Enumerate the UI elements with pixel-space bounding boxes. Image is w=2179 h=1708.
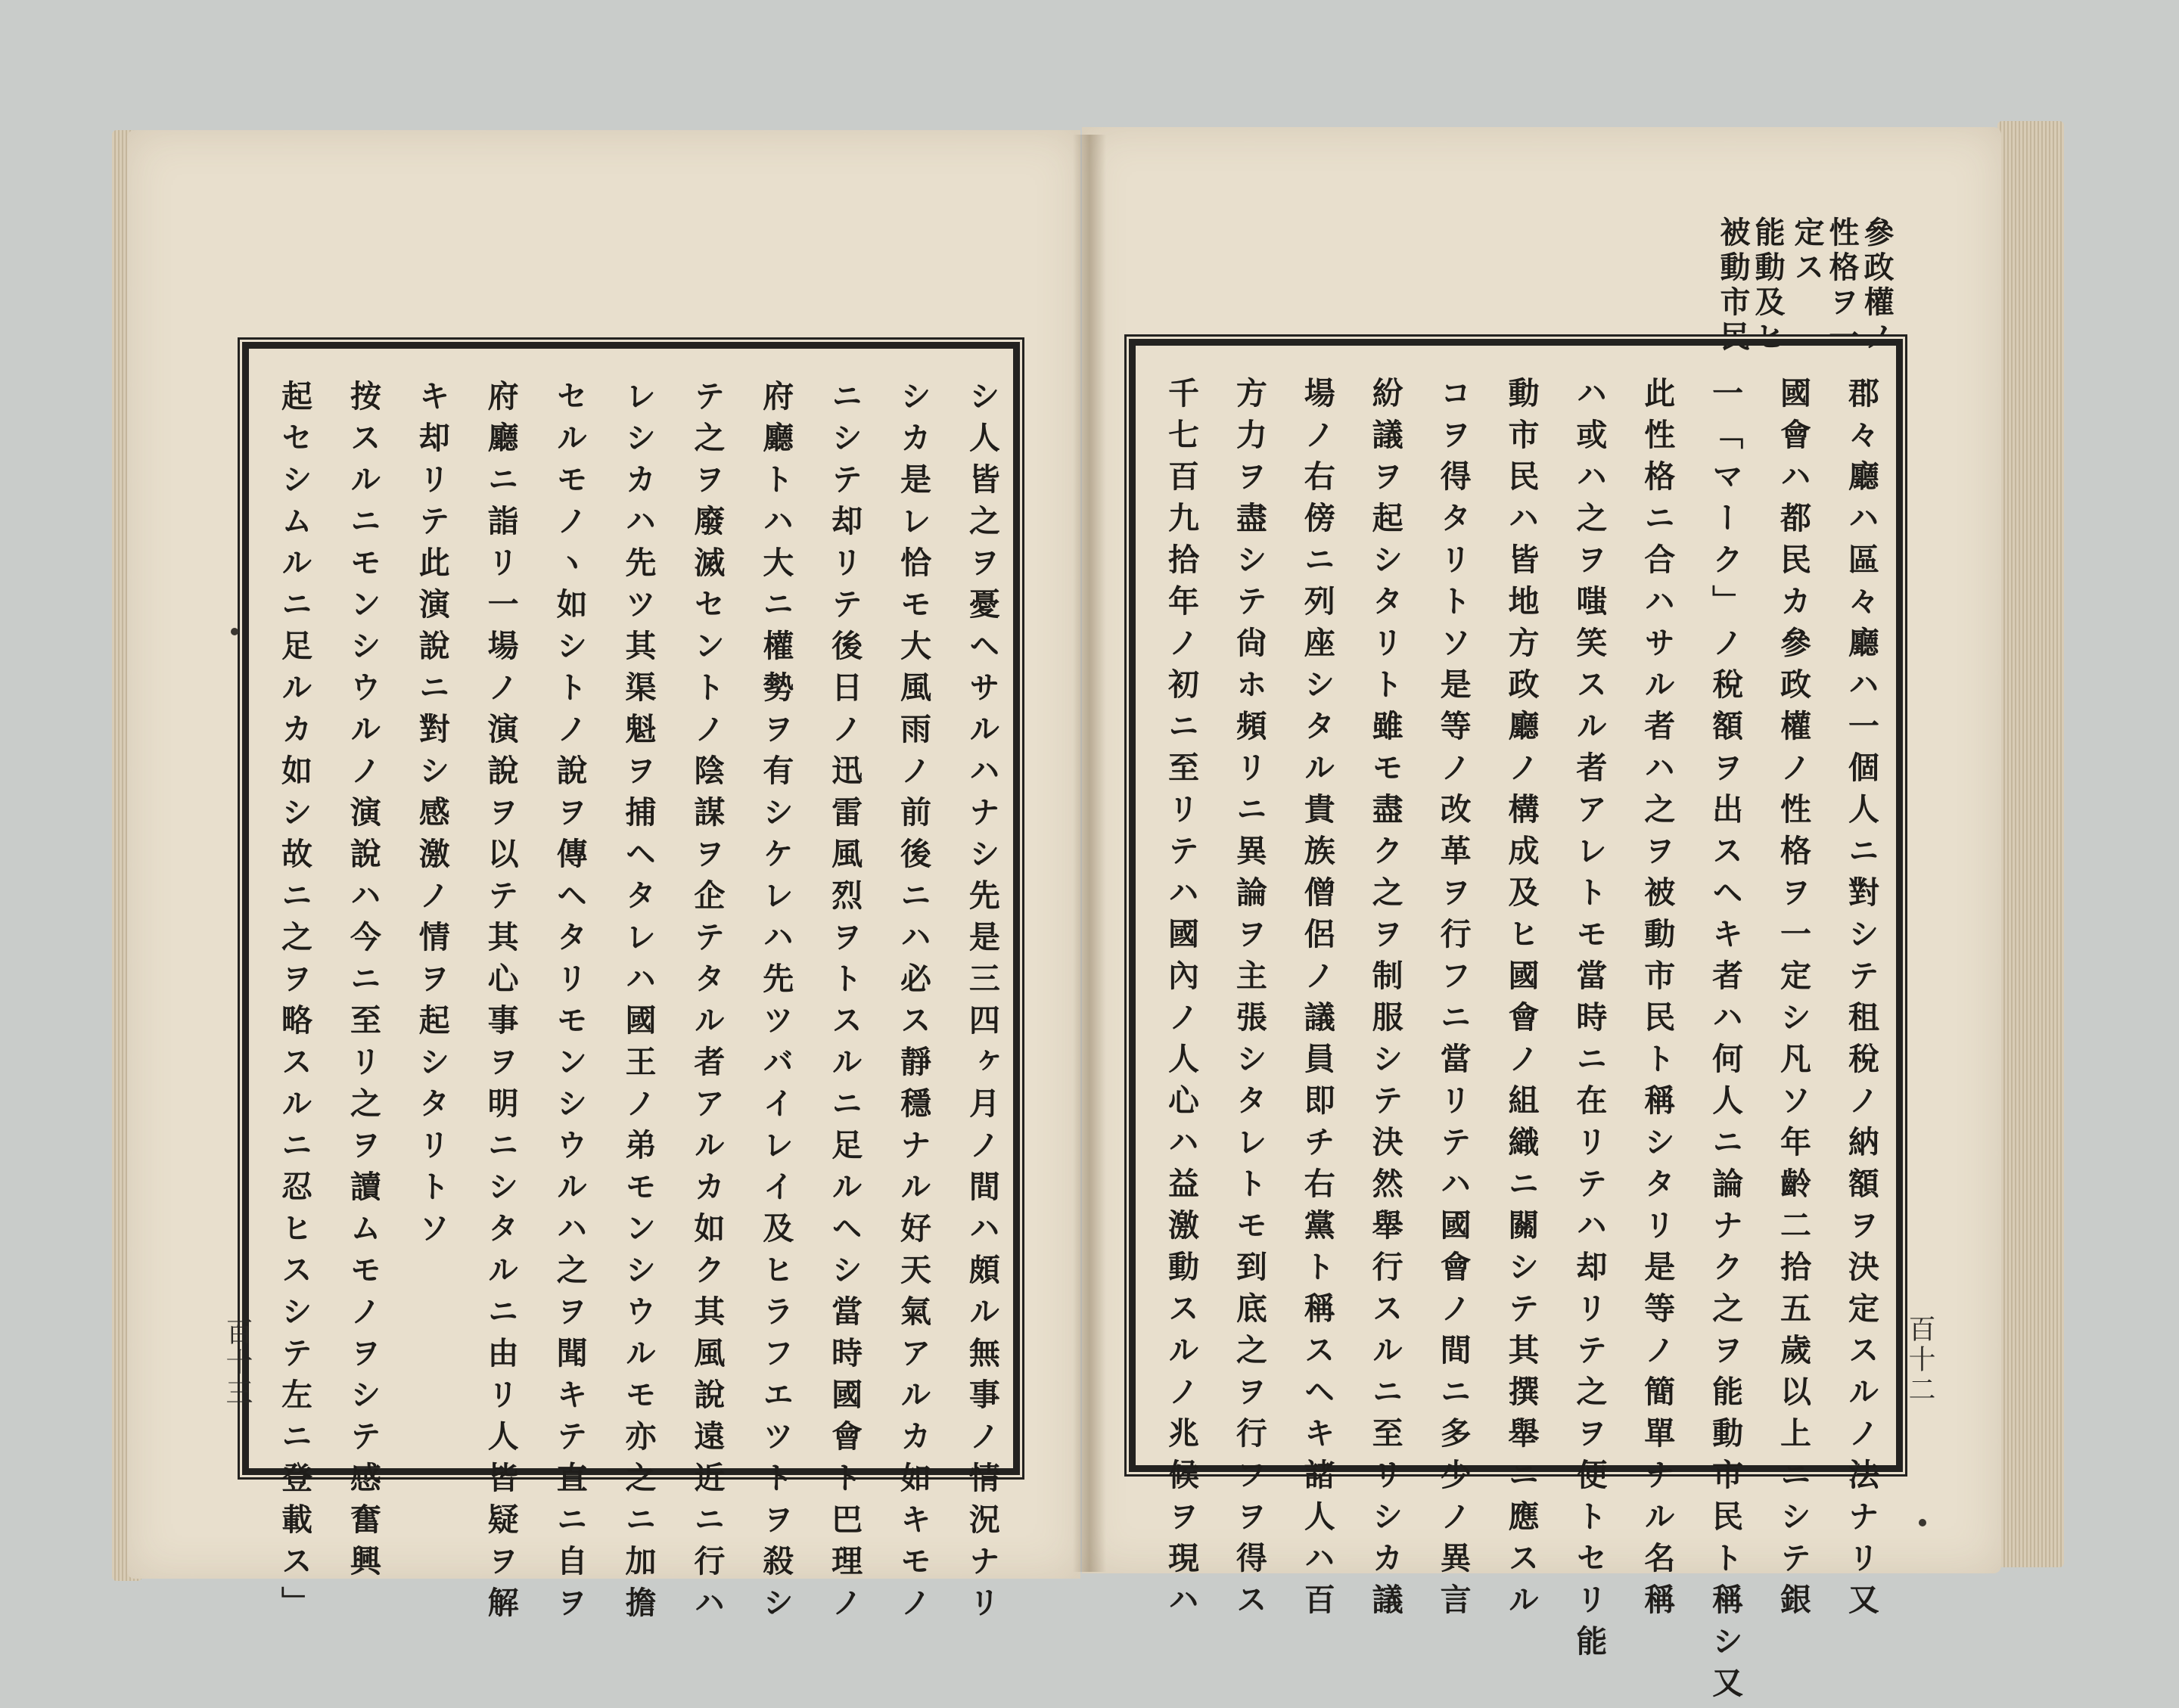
text-column: 千七百九拾年ノ初ニ至リテハ國內ノ人心ハ益激動スルノ兆候ヲ現ハ — [1163, 377, 1199, 1625]
text-column: シカ是レ恰モ大風雨ノ前後ニハ必ス靜穩ナル好天氣アルカ如キモノ — [895, 380, 932, 1628]
text-column: 此性格ニ合ハサル者ハ之ヲ被動市民ト稱シタリ是等ノ簡單ナル名稱 — [1639, 377, 1676, 1625]
margin-note-line: 參政權ノ — [1859, 216, 1895, 356]
text-column: テ之ヲ廢滅セントノ陰謀ヲ企テタル者アルカ如ク其風說遠近ニ行ハ — [689, 380, 726, 1628]
right-page-number: 百十二 — [1904, 1315, 1935, 1405]
text-column: 府廳ニ詣リ一場ノ演說ヲ以テ其心事ヲ明ニシタルニ由リ人皆疑ヲ解 — [482, 380, 519, 1628]
text-column: キ却リテ此演說ニ對シ感激ノ情ヲ起シタリトソ — [413, 380, 450, 1253]
right-text-block — [1163, 377, 1879, 1708]
text-column: コヲ得タリトソ是等ノ改革ヲ行フニ當リテハ國會ノ間ニ多少ノ異言 — [1435, 377, 1472, 1625]
left-text-block — [276, 380, 1000, 1628]
text-column: 動市民ハ皆地方政廳ノ構成及ヒ國會ノ組織ニ關シテ其撰舉ニ應スル — [1503, 377, 1540, 1625]
margin-note-line: 能動及ヒ — [1750, 216, 1786, 356]
binding-hole — [231, 628, 238, 635]
book-gutter — [1073, 135, 1106, 1572]
text-column: セルモノヽ如シトノ說ヲ傳ヘタリモンシウルハ之ヲ聞キテ直ニ自ヲ — [551, 380, 588, 1628]
text-column: 一「マーク」ノ稅額ヲ出スヘキ者ハ何人ニ論ナク之ヲ能動市民ト稱シ又 — [1707, 377, 1744, 1708]
text-column: ニシテ却リテ後日ノ迅雷風烈ヲトスルニ足ルヘシ當時國會ト巴理ノ — [826, 380, 863, 1628]
text-column: 場ノ右傍ニ列座シタル貴族僧侶ノ議員即チ右黨ト稱スヘキ諸人ハ百 — [1298, 377, 1335, 1625]
binding-hole — [1919, 1519, 1926, 1526]
text-column: シ人皆之ヲ憂ヘサルハナシ先是三四ヶ月ノ間ハ頗ル無事ノ情況ナリ — [963, 380, 1000, 1628]
text-column: 郡々廳ハ區々廳ハ一個人ニ對シテ租稅ノ納額ヲ決定スルノ法ナリ又 — [1842, 377, 1879, 1625]
left-page-number: 百十三 — [222, 1318, 253, 1408]
margin-note-line: 被動市民 — [1715, 216, 1751, 356]
text-column: レシカハ先ツ其渠魁ヲ捕ヘタレハ國王ノ弟モンシウルモ亦之ニ加擔 — [620, 380, 657, 1628]
text-column: 國會ハ都民カ參政權ノ性格ヲ一定シ凡ソ年齡二拾五歲以上ニシテ銀 — [1775, 377, 1812, 1625]
text-column: 起セシムルニ足ルカ如シ故ニ之ヲ略スルニ忍ヒスシテ左ニ登載ス」 — [276, 380, 312, 1628]
text-column: 按スルニモンシウルノ演說ハ今ニ至リ之ヲ讀ムモノヲシテ感奮興 — [344, 380, 381, 1586]
text-column: 方力ヲ盡シテ尙ホ頻リニ異論ヲ主張シタレトモ到底之ヲ行フヲ得ス — [1230, 377, 1267, 1625]
text-column: 紛議ヲ起シタリト雖モ盡ク之ヲ制服シテ決然舉行スルニ至リシカ議 — [1366, 377, 1403, 1625]
margin-note-line: 性格ヲ一 — [1824, 216, 1860, 356]
text-column: ハ或ハ之ヲ嗤笑スル者アレトモ當時ニ在リテハ却リテ之ヲ便トセリ能 — [1571, 377, 1608, 1666]
text-column: 府廳トハ大ニ權勢ヲ有シケレハ先ツバイレイ及ヒラフエツトヲ殺シ — [757, 380, 794, 1628]
right-page-edges — [1997, 121, 2064, 1567]
margin-note-line: 定ス — [1789, 216, 1825, 286]
left-page — [127, 130, 1080, 1628]
right-page — [1082, 127, 2001, 1708]
